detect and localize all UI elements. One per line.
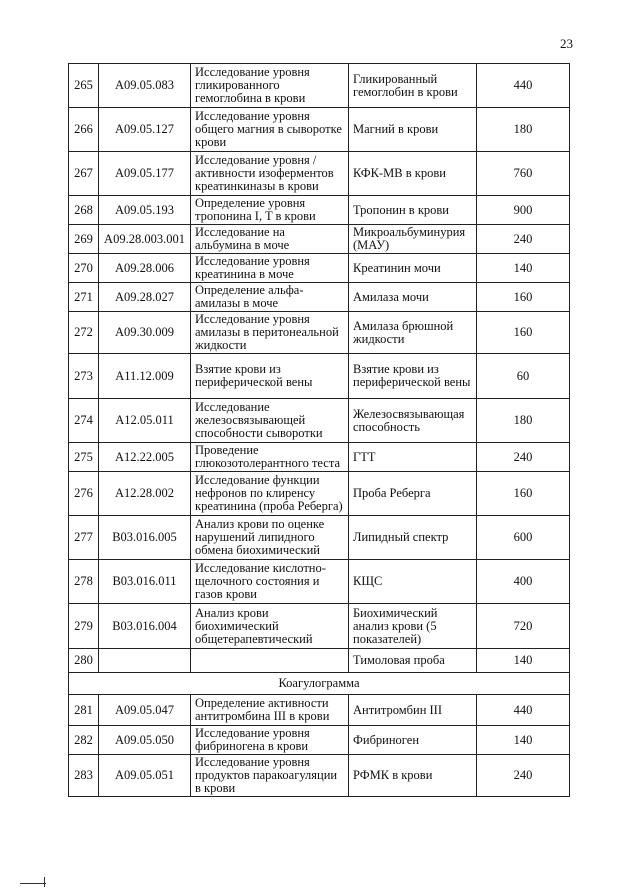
service-code: A09.05.193: [99, 196, 191, 225]
service-name: Исследование железосвязывающей способности сыворотки: [191, 399, 349, 443]
service-name: Исследование уровня гликированного гемоглобина в крови: [191, 64, 349, 108]
service-name: Определение активности антитромбина III в крови: [191, 695, 349, 726]
test-name: КФК-МВ в крови: [349, 152, 477, 196]
table-row: [69, 254, 570, 283]
service-code: A09.28.027: [99, 283, 191, 312]
service-name: Исследование уровня общего магния в сыворотке крови: [191, 108, 349, 152]
test-name: Гликированный гемоглобин в крови: [349, 64, 477, 108]
service-code: A09.05.050: [99, 726, 191, 755]
price: 440: [477, 695, 570, 726]
section-header-row: [69, 673, 570, 695]
table-row: [69, 472, 570, 516]
row-number: 271: [69, 283, 99, 312]
service-code: A09.05.127: [99, 108, 191, 152]
service-name: Определение уровня тропонина I, T в крови: [191, 196, 349, 225]
service-name: Исследование уровня продуктов паракоагуляции в крови: [191, 755, 349, 797]
row-number: 279: [69, 604, 99, 649]
table-row: [69, 649, 570, 673]
test-name: Железосвязывающая способность: [349, 399, 477, 443]
row-number: 272: [69, 312, 99, 354]
test-name: Магний в крови: [349, 108, 477, 152]
row-number: 270: [69, 254, 99, 283]
price: 240: [477, 225, 570, 254]
service-name: [191, 649, 349, 673]
row-number: 274: [69, 399, 99, 443]
row-number: 276: [69, 472, 99, 516]
row-number: 277: [69, 516, 99, 560]
price: 240: [477, 443, 570, 472]
service-code: A09.05.051: [99, 755, 191, 797]
service-name: Исследование кислотно-щелочного состояния и газов крови: [191, 560, 349, 604]
service-code: A09.30.009: [99, 312, 191, 354]
table-row: [69, 64, 570, 108]
service-code: B03.016.004: [99, 604, 191, 649]
bottom-margin-line: [20, 883, 46, 884]
test-name: Липидный спектр: [349, 516, 477, 560]
price: 160: [477, 472, 570, 516]
price: 140: [477, 254, 570, 283]
service-name: Взятие крови из периферической вены: [191, 354, 349, 399]
price: 140: [477, 649, 570, 673]
service-name: Проведение глюкозотолерантного теста: [191, 443, 349, 472]
price: 440: [477, 64, 570, 108]
service-name: Исследование уровня фибриногена в крови: [191, 726, 349, 755]
price: 720: [477, 604, 570, 649]
service-name: Исследование функции нефронов по клиренсу креатинина (проба Реберга): [191, 472, 349, 516]
service-code: A12.05.011: [99, 399, 191, 443]
test-name: КЩС: [349, 560, 477, 604]
row-number: 269: [69, 225, 99, 254]
page-number: 23: [560, 36, 573, 51]
service-code: B03.016.005: [99, 516, 191, 560]
price: 160: [477, 312, 570, 354]
table-row: [69, 755, 570, 797]
service-code: A09.05.083: [99, 64, 191, 108]
price-table: [68, 63, 570, 797]
row-number: 278: [69, 560, 99, 604]
price: 900: [477, 196, 570, 225]
service-code: A09.28.006: [99, 254, 191, 283]
price: 600: [477, 516, 570, 560]
test-name: Фибриноген: [349, 726, 477, 755]
section-title: Коагулограмма: [69, 673, 570, 695]
service-name: Исследование на альбумина в моче: [191, 225, 349, 254]
service-code: A09.05.047: [99, 695, 191, 726]
service-name: Исследование уровня креатинина в моче: [191, 254, 349, 283]
bottom-margin-tick: [44, 877, 45, 887]
service-code: A11.12.009: [99, 354, 191, 399]
service-code: A12.22.005: [99, 443, 191, 472]
table-row: [69, 443, 570, 472]
table-row: [69, 196, 570, 225]
table-row: [69, 225, 570, 254]
table-body-main: [69, 64, 570, 673]
service-name: Исследование уровня амилазы в перитонеальной жидкости: [191, 312, 349, 354]
row-number: 265: [69, 64, 99, 108]
price: 180: [477, 399, 570, 443]
table-row: [69, 695, 570, 726]
table-row: [69, 283, 570, 312]
test-name: РФМК в крови: [349, 755, 477, 797]
service-name: Анализ крови биохимический общетерапевтический: [191, 604, 349, 649]
table-row: [69, 604, 570, 649]
table-row: [69, 560, 570, 604]
price: 240: [477, 755, 570, 797]
table-row: [69, 726, 570, 755]
price: 400: [477, 560, 570, 604]
test-name: Проба Реберга: [349, 472, 477, 516]
price: 160: [477, 283, 570, 312]
row-number: 280: [69, 649, 99, 673]
table-row: [69, 516, 570, 560]
price: 180: [477, 108, 570, 152]
row-number: 281: [69, 695, 99, 726]
row-number: 273: [69, 354, 99, 399]
test-name: Амилаза мочи: [349, 283, 477, 312]
price: 60: [477, 354, 570, 399]
test-name: Взятие крови из периферической вены: [349, 354, 477, 399]
row-number: 283: [69, 755, 99, 797]
service-code: B03.016.011: [99, 560, 191, 604]
row-number: 267: [69, 152, 99, 196]
price: 760: [477, 152, 570, 196]
service-code: [99, 649, 191, 673]
row-number: 282: [69, 726, 99, 755]
table-row: [69, 152, 570, 196]
table-row: [69, 399, 570, 443]
table-row: [69, 312, 570, 354]
service-name: Исследование уровня /активности изоферментов креатинкиназы в крови: [191, 152, 349, 196]
test-name: Амилаза брюшной жидкости: [349, 312, 477, 354]
row-number: 266: [69, 108, 99, 152]
test-name: Тимоловая проба: [349, 649, 477, 673]
table-row: [69, 354, 570, 399]
test-name: Креатинин мочи: [349, 254, 477, 283]
test-name: Микроальбуминурия (МАУ): [349, 225, 477, 254]
service-name: Анализ крови по оценке нарушений липидного обмена биохимический: [191, 516, 349, 560]
row-number: 268: [69, 196, 99, 225]
service-code: A12.28.002: [99, 472, 191, 516]
service-code: A09.28.003.001: [99, 225, 191, 254]
test-name: Биохимический анализ крови (5 показателей): [349, 604, 477, 649]
price: 140: [477, 726, 570, 755]
table-row: [69, 108, 570, 152]
test-name: ГТТ: [349, 443, 477, 472]
test-name: Тропонин в крови: [349, 196, 477, 225]
row-number: 275: [69, 443, 99, 472]
table-body-coagulogram: [69, 695, 570, 797]
table-body-section: [69, 673, 570, 695]
test-name: Антитромбин III: [349, 695, 477, 726]
service-code: A09.05.177: [99, 152, 191, 196]
service-name: Определение альфа-амилазы в моче: [191, 283, 349, 312]
